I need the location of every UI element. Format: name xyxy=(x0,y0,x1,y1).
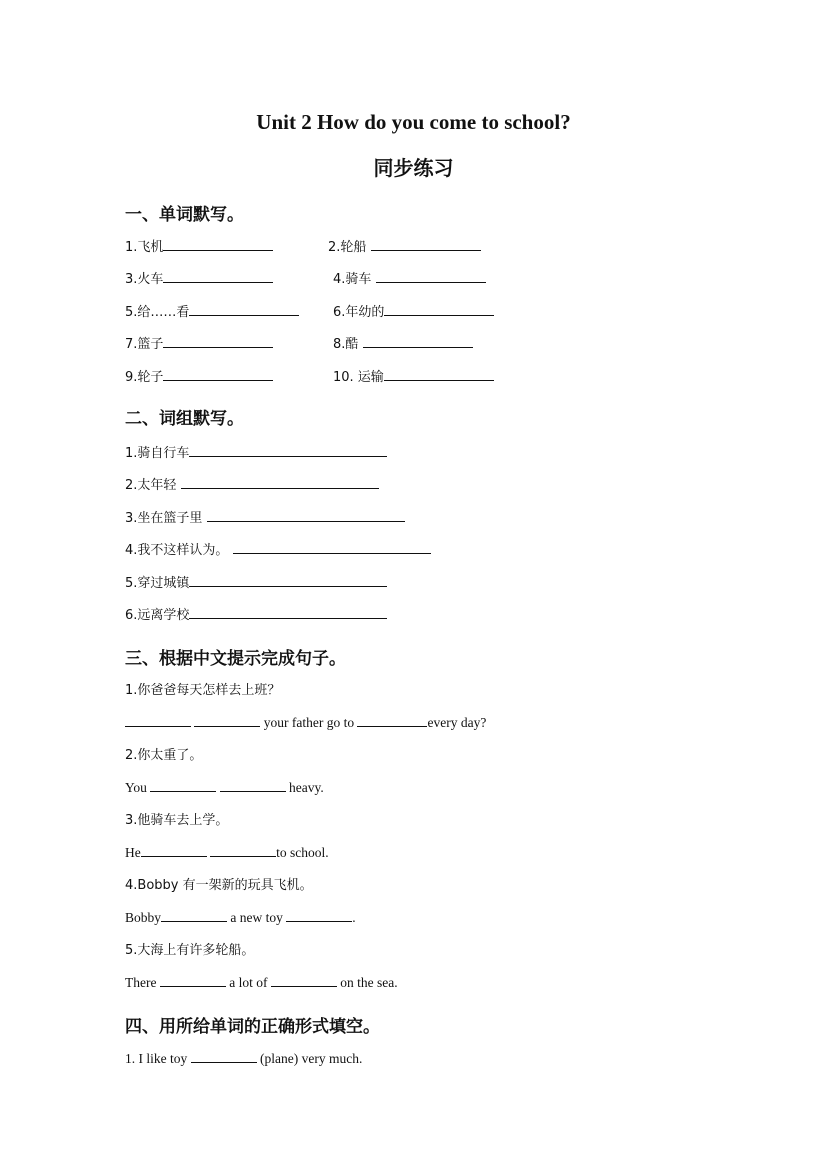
answer-blank[interactable] xyxy=(233,541,431,554)
question-prompt: 2.你太重了。 xyxy=(125,748,203,763)
answer-sentence: your father go to every day? xyxy=(125,714,486,732)
answer-blank[interactable] xyxy=(189,303,299,316)
answer-blank[interactable] xyxy=(271,974,337,987)
section3-heading: 三、根据中文提示完成句子。 xyxy=(125,649,346,669)
answer-blank[interactable] xyxy=(194,714,260,727)
question-prompt: 1.你爸爸每天怎样去上班？ xyxy=(125,683,281,698)
answer-blank[interactable] xyxy=(357,714,427,727)
answer-blank[interactable] xyxy=(181,476,379,489)
answer-blank[interactable] xyxy=(191,1050,257,1063)
answer-blank[interactable] xyxy=(161,909,227,922)
answer-blank[interactable] xyxy=(189,574,387,587)
answer-blank[interactable] xyxy=(125,714,191,727)
word-item: 8.酷 xyxy=(333,335,473,354)
question-prompt: 3.他骑车去上学。 xyxy=(125,813,229,828)
answer-blank[interactable] xyxy=(189,606,387,619)
section4-heading: 四、用所给单词的正确形式填空。 xyxy=(125,1017,380,1037)
phrase-item: 4.我不这样认为。 xyxy=(125,541,431,560)
answer-blank[interactable] xyxy=(384,303,494,316)
answer-blank[interactable] xyxy=(163,238,273,251)
answer-blank[interactable] xyxy=(220,779,286,792)
answer-sentence: He to school. xyxy=(125,845,329,860)
answer-blank[interactable] xyxy=(207,509,405,522)
answer-blank[interactable] xyxy=(189,444,387,457)
answer-blank[interactable] xyxy=(286,909,352,922)
answer-sentence: Bobby a new toy . xyxy=(125,910,356,925)
page-subtitle: 同步练习 xyxy=(373,156,454,180)
answer-blank[interactable] xyxy=(160,974,226,987)
answer-blank[interactable] xyxy=(163,368,273,381)
phrase-item: 5.穿过城镇 xyxy=(125,574,387,593)
word-item: 2.轮船 xyxy=(328,238,481,257)
page-title: Unit 2 How do you come to school? xyxy=(256,110,571,134)
answer-blank[interactable] xyxy=(376,270,486,283)
word-item: 4.骑车 xyxy=(333,270,486,289)
answer-sentence: 1. I like toy (plane) very much. xyxy=(125,1051,363,1066)
section2-heading: 二、词组默写。 xyxy=(125,409,244,429)
answer-blank[interactable] xyxy=(210,844,276,857)
answer-blank[interactable] xyxy=(141,844,207,857)
word-item: 3.火车 xyxy=(125,270,273,289)
answer-blank[interactable] xyxy=(150,779,216,792)
word-item: 10. 运输 xyxy=(333,368,494,387)
answer-sentence: You heavy. xyxy=(125,780,324,795)
answer-sentence: There a lot of on the sea. xyxy=(125,975,398,990)
answer-blank[interactable] xyxy=(163,335,273,348)
phrase-item: 6.远离学校 xyxy=(125,606,387,625)
word-item: 5.给……看 xyxy=(125,303,299,322)
phrase-item: 3.坐在篮子里 xyxy=(125,509,405,528)
word-item: 7.篮子 xyxy=(125,335,273,354)
section1-heading: 一、单词默写。 xyxy=(125,205,244,225)
question-prompt: 5.大海上有许多轮船。 xyxy=(125,943,255,958)
phrase-item: 2.太年轻 xyxy=(125,476,379,495)
answer-blank[interactable] xyxy=(384,368,494,381)
answer-blank[interactable] xyxy=(363,335,473,348)
question-prompt: 4.Bobby 有一架新的玩具飞机。 xyxy=(125,878,313,893)
word-item: 6.年幼的 xyxy=(333,303,494,322)
word-item: 9.轮子 xyxy=(125,368,273,387)
phrase-item: 1.骑自行车 xyxy=(125,444,387,463)
answer-blank[interactable] xyxy=(371,238,481,251)
answer-blank[interactable] xyxy=(163,270,273,283)
word-item: 1.飞机 xyxy=(125,238,273,257)
